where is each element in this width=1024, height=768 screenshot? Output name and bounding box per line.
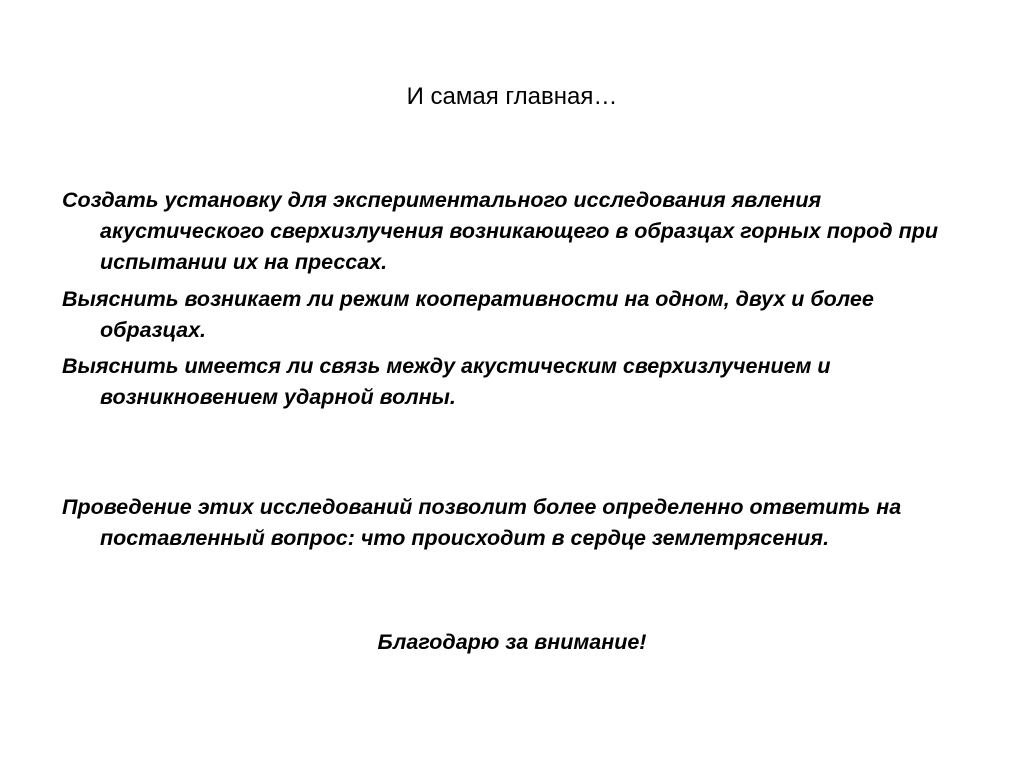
- closing-thanks: Благодарю за внимание!: [377, 630, 647, 654]
- objective-paragraph-2: Выяснить возникает ли режим кооперативности на одном, двух и более образцах.: [62, 287, 874, 342]
- objective-paragraph-3: Выяснить имеется ли связь между акустическим сверхизлучением и возникновением ударной волны.: [62, 354, 831, 409]
- slide-title: И самая главная…: [406, 83, 618, 110]
- conclusion-paragraph: Проведение этих исследований позволит более определенно ответить на поставленный вопрос: что происходит в сердце землетрясения.: [62, 495, 902, 550]
- objective-paragraph-1: Создать установку для экспериментального исследования явления акустического сверхизлучения возникающего в образцах горных пород при испытании их на прессах.: [62, 188, 938, 274]
